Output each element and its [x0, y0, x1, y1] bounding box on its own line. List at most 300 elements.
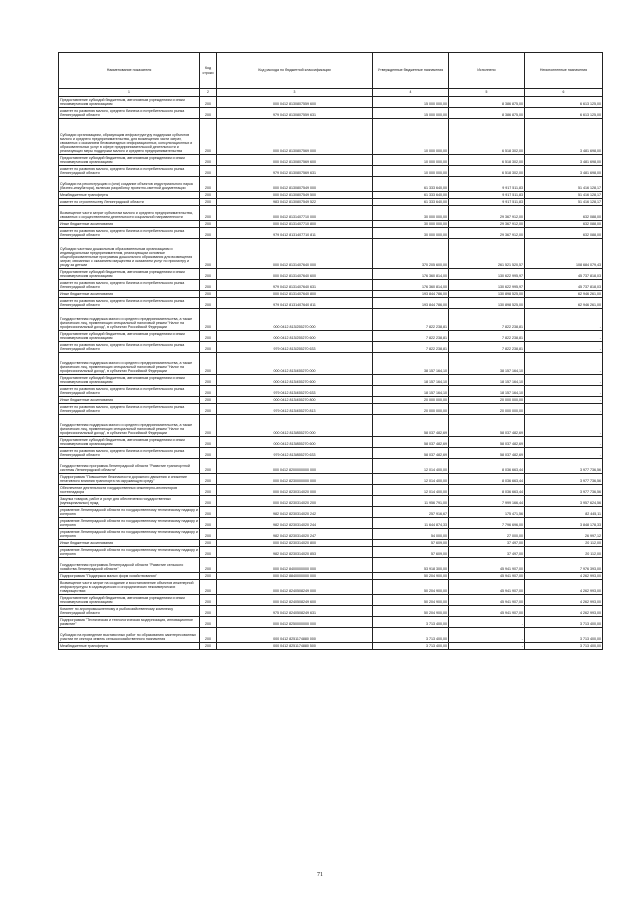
row-rest-cell: 51 416 128,17	[525, 199, 603, 206]
table-row	[59, 298, 603, 309]
row-code-cell: 200	[200, 437, 217, 448]
row-plan-cell: 58 037 482,69	[373, 415, 449, 437]
row-name-cell: Субсидии на проведение выставочных работ по образованию заинтересованных участии не сектора земель сельскохозяйственного назначения	[59, 628, 200, 643]
row-name-cell: управление Ленинградской области по государственному техническому надзору и контролю	[60, 548, 198, 557]
row-kbk-cell: 979 0412 813I455270 813	[217, 404, 373, 415]
row-name-cell: комитет по развитию малого, среднего бизнеса и потребительского рынка Ленинградской области	[59, 386, 200, 397]
row-code-cell: 200	[200, 485, 217, 496]
row-rest-cell: 6 613 125,00	[525, 108, 603, 119]
row-plan-cell: 61 333 640,00	[373, 199, 449, 206]
row-done-cell: 29 367 912,00	[449, 206, 525, 221]
col-header-done: Исполнено	[449, 53, 525, 89]
row-done-cell: 29 367 912,00	[449, 221, 525, 228]
row-name-cell: Закупка товаров, работ и услуг для обеспечения государственных (муниципальных) нужд	[59, 496, 200, 507]
row-plan-cell: 57 609,00	[373, 540, 449, 547]
row-plan-cell: 61 333 640,00	[373, 192, 449, 199]
row-name-cell: Предоставление субсидий бюджетным, автономным учреждениям и иным некоммерческим организациям	[59, 155, 200, 166]
row-code-cell: 200	[200, 239, 217, 269]
col-num-6: 6	[525, 89, 603, 97]
row-code-cell: 200	[200, 342, 217, 353]
row-kbk-cell: 000 0412 8230000000 000	[217, 474, 373, 485]
row-rest-cell: -	[525, 386, 603, 397]
row-rest-cell: 7 976 393,00	[525, 558, 603, 573]
row-done-cell: -	[449, 643, 525, 650]
row-name-cell: Предоставление субсидий бюджетным, автономным учреждениям и иным некоммерческим организациям	[59, 97, 200, 108]
table-row	[59, 459, 603, 474]
row-done-cell: 37 497,00	[449, 540, 525, 547]
row-kbk-cell: 000 0412 813I855270 600	[217, 437, 373, 448]
budget-table	[58, 52, 603, 650]
row-code-cell: 200	[200, 540, 217, 547]
table-row	[59, 404, 603, 415]
row-done-cell: 7 796 696,00	[449, 518, 525, 529]
table-row	[59, 643, 603, 650]
table-row	[59, 192, 603, 199]
row-rest-cell: 3 713 400,00	[525, 628, 603, 643]
row-plan-cell: 20 000 000,00	[373, 404, 449, 415]
row-name-cell: Государственная программа Ленинградской области "Развитие сельского хозяйства Ленинградской области"	[59, 558, 200, 573]
row-done-cell: 6 518 302,00	[449, 119, 525, 155]
row-plan-cell: 57 609,00	[373, 547, 449, 558]
table-row	[59, 415, 603, 437]
row-code-cell: 200	[200, 606, 217, 617]
table-row	[59, 529, 603, 540]
row-done-cell: 45 941 907,00	[449, 580, 525, 595]
row-code-cell: 200	[200, 97, 217, 108]
table-row	[59, 547, 603, 558]
row-kbk-cell: 979 0412 813I255270 633	[217, 342, 373, 353]
row-name-cell: Иные бюджетные ассигнования	[59, 540, 200, 547]
row-rest-cell: -	[525, 342, 603, 353]
row-rest-cell: 3 977 736,56	[525, 459, 603, 474]
row-plan-cell: 50 204 900,00	[373, 573, 449, 580]
row-code-cell: 200	[200, 228, 217, 239]
row-kbk-cell: 983 0412 8130807549 522	[217, 199, 373, 206]
table-row	[59, 353, 603, 375]
row-kbk-cell: 000 0412 8130807569 000	[217, 119, 373, 155]
row-kbk-cell: 000 0412 8250000000 000	[217, 617, 373, 628]
table-row	[59, 166, 603, 177]
row-code-cell: 200	[200, 155, 217, 166]
row-code-cell: 200	[200, 404, 217, 415]
table-row	[59, 507, 603, 518]
table-row	[59, 199, 603, 206]
row-code-cell: 200	[200, 298, 217, 309]
row-done-cell: 175 471,56	[449, 507, 525, 518]
col-header-name: Наименование показателя	[59, 53, 200, 89]
row-done-cell: 58 037 482,69	[449, 448, 525, 459]
row-done-cell: 45 941 907,00	[449, 558, 525, 573]
row-plan-cell: 58 037 482,69	[373, 448, 449, 459]
row-rest-cell: 3 481 698,00	[525, 119, 603, 155]
row-kbk-cell: 000 0412 8131407640 000	[217, 239, 373, 269]
row-name-cell: Комитет по агропромышленному и рыбохозяйственному комплексу Ленинградской области	[59, 606, 200, 617]
report-page	[58, 52, 602, 650]
row-name-cell: Обеспечение деятельности государственных инженерно-инспекторов гостехнадзора	[59, 485, 200, 496]
col-num-2: 2	[200, 89, 217, 97]
col-num-1: 1	[59, 89, 200, 97]
row-name-cell: комитет по развитию малого, среднего бизнеса и потребительского рынка Ленинградской области	[59, 298, 200, 309]
row-name-cell: комитет по развитию малого, среднего бизнеса и потребительского рынка Ленинградской области	[59, 166, 200, 177]
row-rest-cell: 45 737 818,03	[525, 269, 603, 280]
row-name-cell: Субсидии на реконструкцию и (или) создание объектов индустриального парка (бизнес-инкубатора), включая разработку проектно-сметной документации	[59, 177, 200, 192]
row-name-cell: Возмещение части затрат субъектам малого и среднего предпринимательства, связанных с осуществлением деятельности социальной направленности	[59, 206, 200, 221]
row-plan-cell: 3 713 400,00	[373, 617, 449, 628]
table-row	[59, 540, 603, 547]
row-name-cell: Подпрограмма "Поддержка малых форм хозяйствования"	[59, 573, 200, 580]
row-kbk-cell: 979 0412 8130807569 631	[217, 166, 373, 177]
row-plan-cell: 30 000 000,00	[373, 221, 449, 228]
row-code-cell: 200	[200, 573, 217, 580]
row-code-cell: 200	[200, 448, 217, 459]
row-done-cell: 130 898 525,00	[449, 291, 525, 298]
row-kbk-cell: 000 0412 8131407710 800	[217, 221, 373, 228]
row-done-cell: 58 037 482,69	[449, 415, 525, 437]
row-kbk-cell: 979 0412 8131407640 811	[217, 298, 373, 309]
row-code-cell: 200	[200, 496, 217, 507]
row-rest-cell: 26 997,12	[525, 529, 603, 540]
row-done-cell: 18 157 164,10	[449, 375, 525, 386]
col-header-rest: Неисполненные назначения	[525, 53, 603, 89]
row-plan-cell: 30 000 000,00	[373, 206, 449, 221]
row-kbk-cell: 000 0412 813I455270 600	[217, 375, 373, 386]
row-name-cell: Предоставление субсидий бюджетным, автономным учреждениям и иным некоммерческим организациям	[59, 595, 200, 606]
row-kbk-cell: 000 0412 8130807549 500	[217, 192, 373, 199]
table-row	[59, 580, 603, 595]
row-code-cell: 200	[200, 643, 217, 650]
row-code-cell: 200	[200, 459, 217, 474]
row-done-cell: 6 518 302,00	[449, 166, 525, 177]
row-rest-cell: 51 416 128,17	[525, 192, 603, 199]
row-rest-cell: 3 481 698,00	[525, 155, 603, 166]
row-plan-cell: 193 844 786,00	[373, 291, 449, 298]
row-done-cell: 130 622 995,97	[449, 280, 525, 291]
row-plan-cell: 193 844 786,00	[373, 298, 449, 309]
row-rest-cell: 6 613 125,00	[525, 97, 603, 108]
row-kbk-cell: 000 0412 813I455270 000	[217, 353, 373, 375]
table-row	[59, 617, 603, 628]
table-row	[59, 437, 603, 448]
table-row	[59, 291, 603, 298]
row-plan-cell: 58 037 482,69	[373, 437, 449, 448]
row-name-cell: комитет по развитию малого, среднего бизнеса и потребительского рынка Ленинградской области	[59, 228, 200, 239]
table-row	[59, 606, 603, 617]
row-done-cell: 8 386 875,00	[449, 97, 525, 108]
row-rest-cell: 4 262 993,00	[525, 573, 603, 580]
row-name-cell: управление Ленинградской области по государственному техническому надзору и контролю	[60, 530, 198, 539]
row-rest-cell: 62 946 261,00	[525, 298, 603, 309]
row-name-cell: Государственная поддержка малого и среднего предпринимательства, а также физических лиц, применяющих специальный налоговый режим "Налог на профессиональный доход", в субъектах Российской Федерации	[59, 415, 200, 437]
row-done-cell: 29 367 912,00	[449, 228, 525, 239]
row-rest-cell: -	[525, 404, 603, 415]
row-kbk-cell: 979 0412 8131407710 811	[217, 228, 373, 239]
row-plan-cell: 11 644 874,33	[373, 518, 449, 529]
row-kbk-cell: 000 0412 8400000000 000	[217, 558, 373, 573]
row-plan-cell: 30 000 000,00	[373, 228, 449, 239]
row-done-cell: 130 898 525,00	[449, 298, 525, 309]
table-row	[59, 375, 603, 386]
row-plan-cell: 7 822 238,81	[373, 342, 449, 353]
table-row	[59, 97, 603, 108]
row-done-cell: 9 917 511,83	[449, 177, 525, 192]
table-row	[59, 155, 603, 166]
row-rest-cell: 3 848 178,33	[525, 518, 603, 529]
table-row	[59, 518, 603, 529]
row-plan-cell: 3 713 400,00	[373, 628, 449, 643]
row-done-cell: 45 941 907,00	[449, 573, 525, 580]
row-done-cell: 45 941 907,00	[449, 606, 525, 617]
row-plan-cell: 7 822 238,81	[373, 309, 449, 331]
row-kbk-cell: 000 0412 8230314020 800	[217, 540, 373, 547]
page-number: 71	[317, 872, 323, 878]
row-name-cell: Подпрограмма "Повышение безопасности дорожного движения и снижение негативного влияния транспорта на окружающую среду"	[59, 474, 200, 485]
row-rest-cell: -	[525, 415, 603, 437]
row-rest-cell: 632 088,00	[525, 228, 603, 239]
row-code-cell: 200	[200, 547, 217, 558]
row-done-cell: 20 000 000,00	[449, 404, 525, 415]
row-done-cell: 37 497,00	[449, 547, 525, 558]
row-done-cell: 8 036 663,44	[449, 474, 525, 485]
row-name-cell: Возмещение части затрат на создание и восстановление объектов инженерной инфраструктуры в садоводческих и огороднических некоммерческих товариществах	[59, 580, 200, 595]
row-code-cell: 200	[200, 108, 217, 119]
row-plan-cell: 7 822 238,81	[373, 331, 449, 342]
row-code-cell: 200	[200, 192, 217, 199]
row-kbk-cell: 000 0412 8251174880 000	[217, 628, 373, 643]
row-code-cell: 200	[200, 331, 217, 342]
table-row	[59, 206, 603, 221]
row-kbk-cell: 000 0412 8840000000 000	[217, 573, 373, 580]
row-code-cell: 200	[200, 353, 217, 375]
row-name-cell: Предоставление субсидий бюджетным, автономным учреждениям и иным некоммерческим организациям	[59, 331, 200, 342]
row-code-cell: 200	[200, 386, 217, 397]
row-kbk-cell: 982 0412 8230314020 247	[217, 529, 373, 540]
table-body	[59, 97, 603, 650]
row-done-cell: 20 000 000,00	[449, 397, 525, 404]
table-row	[59, 342, 603, 353]
row-done-cell: 261 521 520,57	[449, 239, 525, 269]
row-done-cell: 9 917 511,83	[449, 192, 525, 199]
row-done-cell: -	[449, 628, 525, 643]
row-name-cell: Субсидии организациям, образующим инфраструктуру поддержки субъектов малого и среднего предпринимательства, для возмещения части затрат, связанных с оказанием безвозмездных информационных, консультационных и образовательных услуг в сфере предпринимательской деятельности и реализующих меры поддержки малого и среднего предпринимательства	[59, 119, 200, 155]
row-code-cell: 200	[200, 177, 217, 192]
row-done-cell: 38 157 164,10	[449, 353, 525, 375]
row-done-cell: 6 518 302,00	[449, 155, 525, 166]
row-plan-cell: 38 157 164,10	[373, 353, 449, 375]
table-row	[59, 496, 603, 507]
row-plan-cell: 61 333 640,00	[373, 177, 449, 192]
row-rest-cell: 82 445,11	[525, 507, 603, 518]
row-done-cell: 58 037 482,69	[449, 437, 525, 448]
row-kbk-cell: 000 0412 8240508249 600	[217, 595, 373, 606]
row-name-cell: Иные бюджетные ассигнования	[59, 291, 200, 298]
col-num-4: 4	[373, 89, 449, 97]
row-plan-cell: 257 916,67	[373, 507, 449, 518]
row-rest-cell: 632 088,00	[525, 206, 603, 221]
row-plan-cell: 176 360 814,00	[373, 280, 449, 291]
row-plan-cell: 15 000 000,00	[373, 97, 449, 108]
table-row	[59, 628, 603, 643]
row-rest-cell: -	[525, 437, 603, 448]
row-rest-cell: 3 977 736,56	[525, 474, 603, 485]
row-done-cell: 45 941 907,00	[449, 595, 525, 606]
row-rest-cell: 632 088,00	[525, 221, 603, 228]
row-done-cell: 9 917 511,83	[449, 199, 525, 206]
row-rest-cell: -	[525, 353, 603, 375]
row-code-cell: 200	[200, 580, 217, 595]
column-numbers-row	[59, 89, 603, 97]
row-name-cell: комитет по развитию малого, среднего бизнеса и потребительского рынка Ленинградской области	[59, 404, 200, 415]
table-row	[59, 386, 603, 397]
row-done-cell: 8 386 875,00	[449, 108, 525, 119]
row-kbk-cell: 000 0412 8131407640 600	[217, 269, 373, 280]
row-kbk-cell: 000 0412 813I855270 000	[217, 415, 373, 437]
row-plan-cell: 15 000 000,00	[373, 108, 449, 119]
row-code-cell: 200	[200, 199, 217, 206]
row-name-cell: Межбюджетные трансферты	[59, 643, 200, 650]
row-code-cell: 200	[200, 206, 217, 221]
row-name-cell: комитет по развитию малого, среднего бизнеса и потребительского рынка Ленинградской области	[59, 448, 200, 459]
table-row	[59, 474, 603, 485]
row-code-cell: 200	[200, 595, 217, 606]
row-code-cell: 200	[200, 558, 217, 573]
row-name-cell: Иные бюджетные ассигнования	[59, 397, 200, 404]
col-num-5: 5	[449, 89, 525, 97]
row-plan-cell: 12 014 400,00	[373, 485, 449, 496]
row-code-cell: 200	[200, 119, 217, 155]
row-done-cell: 8 036 663,44	[449, 485, 525, 496]
row-kbk-cell: 000 0412 813I455270 800	[217, 397, 373, 404]
row-name-cell: Предоставление субсидий бюджетным, автономным учреждениям и иным некоммерческим организациям	[59, 269, 200, 280]
row-rest-cell: 3 713 400,00	[525, 643, 603, 650]
row-code-cell: 200	[200, 166, 217, 177]
row-rest-cell: 20 112,00	[525, 547, 603, 558]
row-name-cell: Предоставление субсидий бюджетным, автономным учреждениям и иным некоммерческим организациям	[59, 437, 200, 448]
table-row	[59, 558, 603, 573]
row-name-cell: управление Ленинградской области по государственному техническому надзору и контролю	[60, 519, 198, 528]
table-row	[59, 228, 603, 239]
row-code-cell: 200	[200, 397, 217, 404]
row-name-cell: Иные бюджетные ассигнования	[59, 221, 200, 228]
row-plan-cell: 18 157 164,10	[373, 386, 449, 397]
row-plan-cell: 50 204 900,00	[373, 580, 449, 595]
row-name-cell: Субсидии частным дошкольным образовательным организациям и индивидуальным предпринимателям, реализующим основные общеобразовательные программы дошкольного образования для возмещения затрат, связанных с оказанием имущества и оказанием услуг по присмотру и уходу за детьми	[59, 239, 200, 269]
col-header-plan: Утвержденные бюджетные назначения	[373, 53, 449, 89]
table-row	[59, 397, 603, 404]
row-kbk-cell: 979 0412 8130807559 631	[217, 108, 373, 119]
header-row	[59, 53, 603, 89]
row-rest-cell: -	[525, 397, 603, 404]
row-name-cell: Государственная поддержка малого и среднего предпринимательства, а также физических лиц, применяющих специальный налоговый режим "Налог на профессиональный доход", в субъектах Российской Федерации	[59, 353, 200, 375]
row-rest-cell: -	[525, 375, 603, 386]
row-done-cell: 8 036 663,44	[449, 459, 525, 474]
row-done-cell: 7 822 238,81	[449, 342, 525, 353]
row-kbk-cell: 000 0412 8230314020 000	[217, 485, 373, 496]
row-name-cell: Межбюджетные трансферты	[59, 192, 200, 199]
row-code-cell: 200	[200, 375, 217, 386]
row-plan-cell: 176 360 814,00	[373, 269, 449, 280]
row-plan-cell: 3 713 400,00	[373, 643, 449, 650]
row-name-cell: комитет по развитию малого, среднего бизнеса и потребительского рынка Ленинградской области	[59, 280, 200, 291]
row-done-cell: 18 157 164,10	[449, 386, 525, 397]
row-plan-cell: 10 000 000,00	[373, 155, 449, 166]
row-rest-cell: 45 737 818,03	[525, 280, 603, 291]
row-done-cell: 27 000,00	[449, 529, 525, 540]
table-row	[59, 239, 603, 269]
row-rest-cell: 3 957 624,56	[525, 496, 603, 507]
table-row	[59, 485, 603, 496]
row-kbk-cell: 000 0412 8240508249 000	[217, 580, 373, 595]
row-rest-cell: -	[525, 309, 603, 331]
row-rest-cell: 3 481 698,00	[525, 166, 603, 177]
row-name-cell: комитет по строительству Ленинградской области	[59, 199, 200, 206]
row-plan-cell: 10 000 000,00	[373, 166, 449, 177]
row-kbk-cell: 979 0412 8131407640 631	[217, 280, 373, 291]
row-kbk-cell: 000 0412 8251174880 500	[217, 643, 373, 650]
row-kbk-cell: 979 0412 813I855270 633	[217, 448, 373, 459]
row-plan-cell: 10 000 000,00	[373, 119, 449, 155]
row-kbk-cell: 000 0412 8130807559 600	[217, 97, 373, 108]
row-rest-cell: 4 262 993,00	[525, 606, 603, 617]
table-row	[59, 119, 603, 155]
table-row	[59, 221, 603, 228]
table-row	[59, 595, 603, 606]
table-row	[59, 108, 603, 119]
row-rest-cell: 51 416 128,17	[525, 177, 603, 192]
col-header-kbk: Код расхода по бюджетной классификации	[217, 53, 373, 89]
row-rest-cell: 3 713 400,00	[525, 617, 603, 628]
row-kbk-cell: 000 0412 8230314020 200	[217, 496, 373, 507]
row-code-cell: 200	[200, 507, 217, 518]
row-rest-cell: 4 262 993,00	[525, 595, 603, 606]
row-rest-cell: -	[525, 331, 603, 342]
row-plan-cell: 11 956 791,00	[373, 496, 449, 507]
row-kbk-cell: 982 0412 8230314020 853	[217, 547, 373, 558]
row-kbk-cell: 979 0412 813I455270 633	[217, 386, 373, 397]
row-code-cell: 200	[200, 221, 217, 228]
table-row	[59, 177, 603, 192]
row-rest-cell: 20 112,00	[525, 540, 603, 547]
col-num-3: 3	[217, 89, 373, 97]
row-kbk-cell: 000 0412 8131407710 000	[217, 206, 373, 221]
row-kbk-cell: 982 0412 8230314020 242	[217, 507, 373, 518]
row-code-cell: 200	[200, 617, 217, 628]
row-rest-cell: 108 684 079,43	[525, 239, 603, 269]
row-name-cell: управление Ленинградской области по государственному техническому надзору и контролю	[60, 508, 198, 517]
row-plan-cell: 18 157 164,10	[373, 375, 449, 386]
row-kbk-cell: 975 0412 8240508249 631	[217, 606, 373, 617]
row-plan-cell: 370 205 600,00	[373, 239, 449, 269]
row-code-cell: 200	[200, 628, 217, 643]
row-kbk-cell: 000 0412 8130807549 000	[217, 177, 373, 192]
row-rest-cell: -	[525, 448, 603, 459]
row-done-cell: -	[449, 617, 525, 628]
row-plan-cell: 50 204 900,00	[373, 606, 449, 617]
table-row	[59, 448, 603, 459]
table-row	[59, 331, 603, 342]
row-plan-cell: 50 204 900,00	[373, 595, 449, 606]
row-name-cell: Государственная программа Ленинградской области "Развитие транспортной системы Ленинградской области"	[59, 459, 200, 474]
table-row	[59, 269, 603, 280]
row-plan-cell: 53 918 300,00	[373, 558, 449, 573]
row-code-cell: 200	[200, 415, 217, 437]
row-done-cell: 7 822 238,81	[449, 309, 525, 331]
row-code-cell: 200	[200, 518, 217, 529]
table-row	[59, 573, 603, 580]
row-done-cell: 130 622 995,97	[449, 269, 525, 280]
row-name-cell: комитет по развитию малого, среднего бизнеса и потребительского рынка Ленинградской области	[59, 342, 200, 353]
row-code-cell: 200	[200, 309, 217, 331]
row-done-cell: 7 822 238,81	[449, 331, 525, 342]
